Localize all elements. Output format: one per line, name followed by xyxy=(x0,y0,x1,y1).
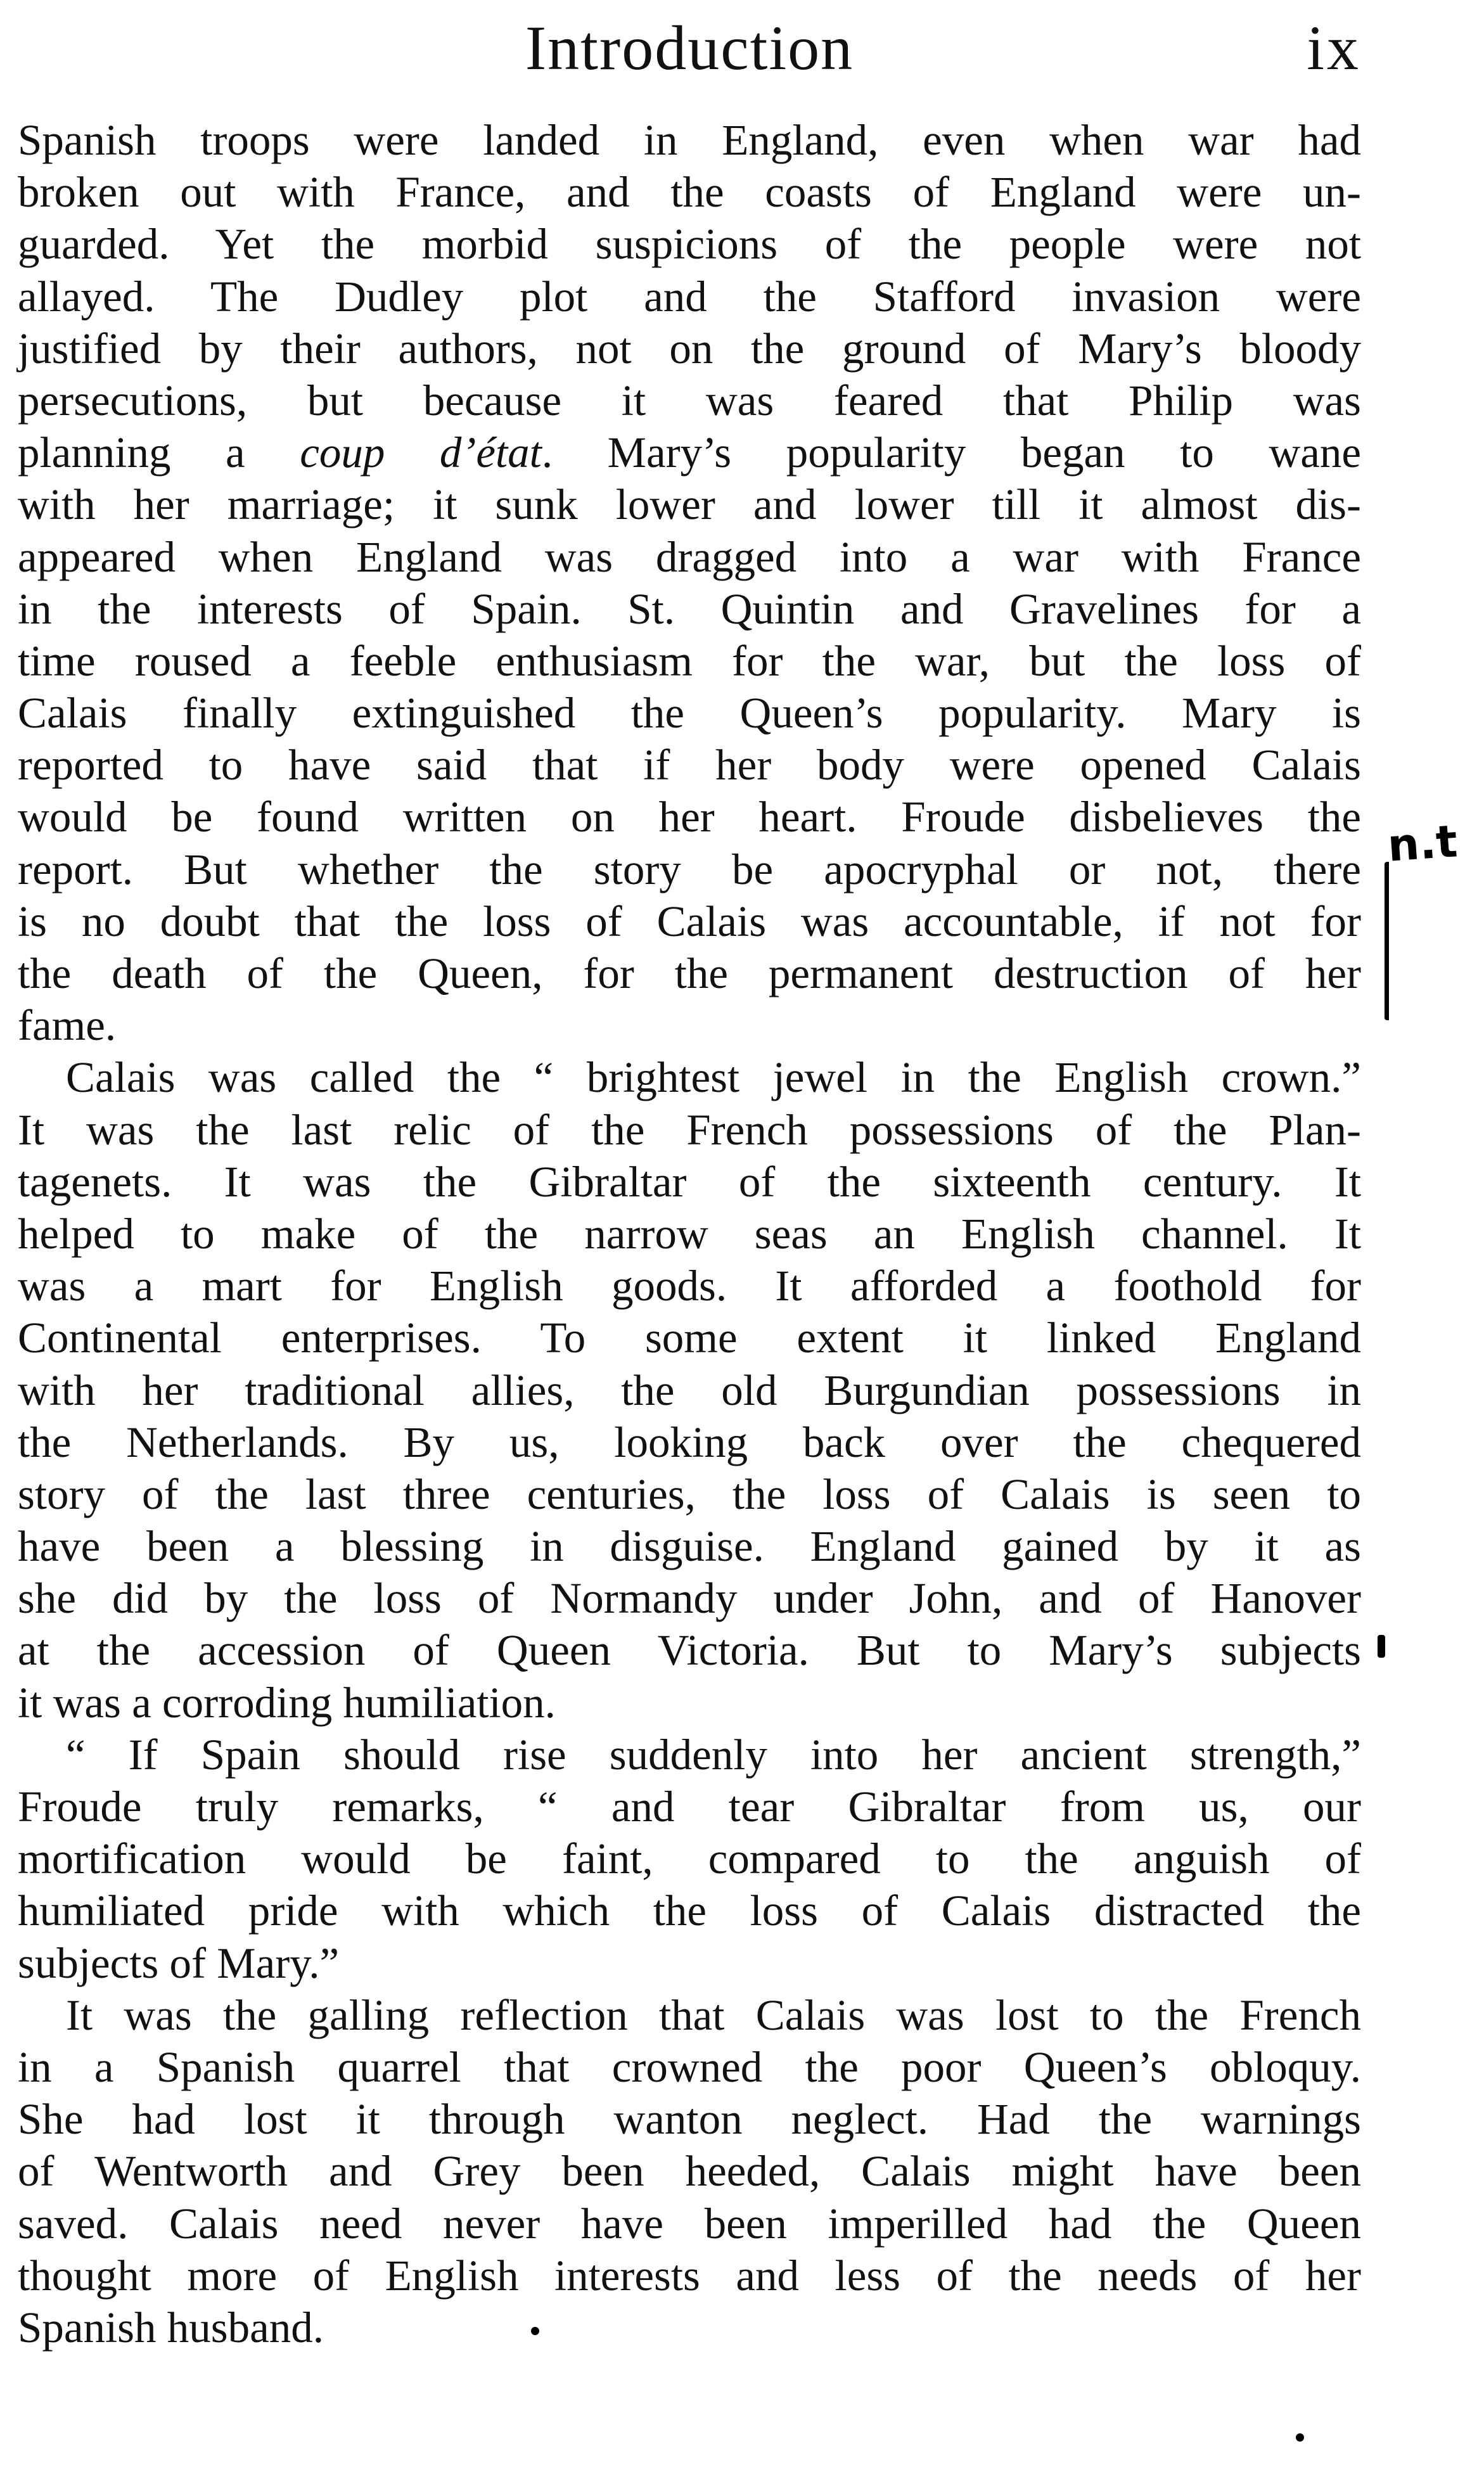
text-line: fame. xyxy=(18,1001,117,1050)
text-line: She had lost it through wanton neglect. Had the warnings xyxy=(18,2095,1361,2144)
page-body xyxy=(18,114,1361,2354)
text-line: Froude truly remarks, “ and tear Gibraltar from us, our xyxy=(18,1783,1361,1831)
text-line: Calais finally extinguished the Queen’s popularity. Mary is xyxy=(18,689,1361,738)
text-line: appeared when England was dragged into a war with France xyxy=(18,532,1361,581)
text-line: the death of the Queen, for the permanent destruction of her xyxy=(18,949,1361,997)
text-line: It was the galling reflection that Calais was lost to the French xyxy=(66,1990,1361,2039)
text-line-with-italic xyxy=(18,426,1361,478)
text-line: “ If Spain should rise suddenly into her ancient strength,” xyxy=(66,1730,1361,1779)
text-segment: planning a xyxy=(18,428,300,477)
handwritten-note: n.t xyxy=(1386,815,1459,872)
text-line: tagenets. It was the Gibraltar of the sixteenth century. It xyxy=(18,1157,1361,1206)
text-segment: . Mary’s popularity began to wane xyxy=(541,428,1362,477)
text-line: of Wentworth and Grey been heeded, Calais might have been xyxy=(18,2147,1361,2196)
text-line: saved. Calais need never have been imperilled had the Queen xyxy=(18,2199,1361,2248)
text-line: It was the last relic of the French possessions of the Plan- xyxy=(18,1105,1361,1154)
text-line: was a mart for English goods. It afforded a foothold for xyxy=(18,1262,1361,1310)
text-line: she did by the loss of Normandy under John, and of Hanover xyxy=(18,1574,1361,1623)
text-line: allayed. The Dudley plot and the Stafford invasion were xyxy=(18,272,1361,321)
text-line: it was a corroding humiliation. xyxy=(18,1678,556,1727)
margin-tick-mark xyxy=(1378,1635,1385,1658)
paragraph xyxy=(18,1051,1361,1728)
text-line: story of the last three centuries, the loss of Calais is seen to xyxy=(18,1470,1361,1518)
text-line: is no doubt that the loss of Calais was accountable, if not for xyxy=(18,897,1361,945)
page-title: Introduction xyxy=(525,13,854,83)
text-line: with her traditional allies, the old Burgundian possessions in xyxy=(18,1366,1361,1414)
text-line: would be found written on her heart. Froude disbelieves the xyxy=(18,793,1361,842)
text-line: time roused a feeble enthusiasm for the war, but the loss of xyxy=(18,636,1361,685)
text-line: persecutions, but because it was feared that Philip was xyxy=(18,376,1361,425)
text-line: subjects of Mary.” xyxy=(18,1938,340,1987)
text-line: have been a blessing in disguise. England gained by it as xyxy=(18,1522,1361,1571)
paragraph xyxy=(18,1729,1361,1989)
page-header xyxy=(18,11,1361,94)
paragraph xyxy=(18,1989,1361,2354)
text-line: mortification would be faint, compared to the anguish of xyxy=(18,1835,1361,1883)
text-line: at the accession of Queen Victoria. But to Mary’s subjects xyxy=(18,1626,1361,1675)
paragraph xyxy=(18,114,1361,1051)
text-line: helped to make of the narrow seas an English channel. It xyxy=(18,1209,1361,1258)
text-line: Spanish troops were landed in England, even when war had xyxy=(18,116,1361,164)
text-line: humiliated pride with which the loss of Calais distracted the xyxy=(18,1886,1361,1935)
text-line: in a Spanish quarrel that crowned the poor Queen’s obloquy. xyxy=(18,2042,1361,2091)
text-line: justified by their authors, not on the ground of Mary’s bloody xyxy=(18,324,1361,373)
text-line: reported to have said that if her body were opened Calais xyxy=(18,741,1361,790)
text-line: thought more of English interests and less of the needs of her xyxy=(18,2251,1361,2300)
text-line: report. But whether the story be apocryphal or not, there xyxy=(18,845,1361,893)
ink-dot xyxy=(1296,2433,1304,2442)
text-line: broken out with France, and the coasts of England were un- xyxy=(18,168,1361,217)
text-line: with her marriage; it sunk lower and lower till it almost dis- xyxy=(18,480,1361,529)
margin-bracket-mark xyxy=(1385,862,1394,1020)
italic-phrase: coup d’état xyxy=(300,428,542,477)
page-number: ix xyxy=(1307,13,1361,83)
text-line: in the interests of Spain. St. Quintin and Gravelines for a xyxy=(18,584,1361,633)
text-line: guarded. Yet the morbid suspicions of the people were not xyxy=(18,220,1361,269)
text-line: Calais was called the “ brightest jewel in the English crown.” xyxy=(66,1053,1361,1102)
ink-dot xyxy=(531,2327,539,2335)
text-line: Continental enterprises. To some extent it linked England xyxy=(18,1314,1361,1362)
text-line: the Netherlands. By us, looking back over the chequered xyxy=(18,1418,1361,1466)
text-line: Spanish husband. xyxy=(18,2303,324,2352)
